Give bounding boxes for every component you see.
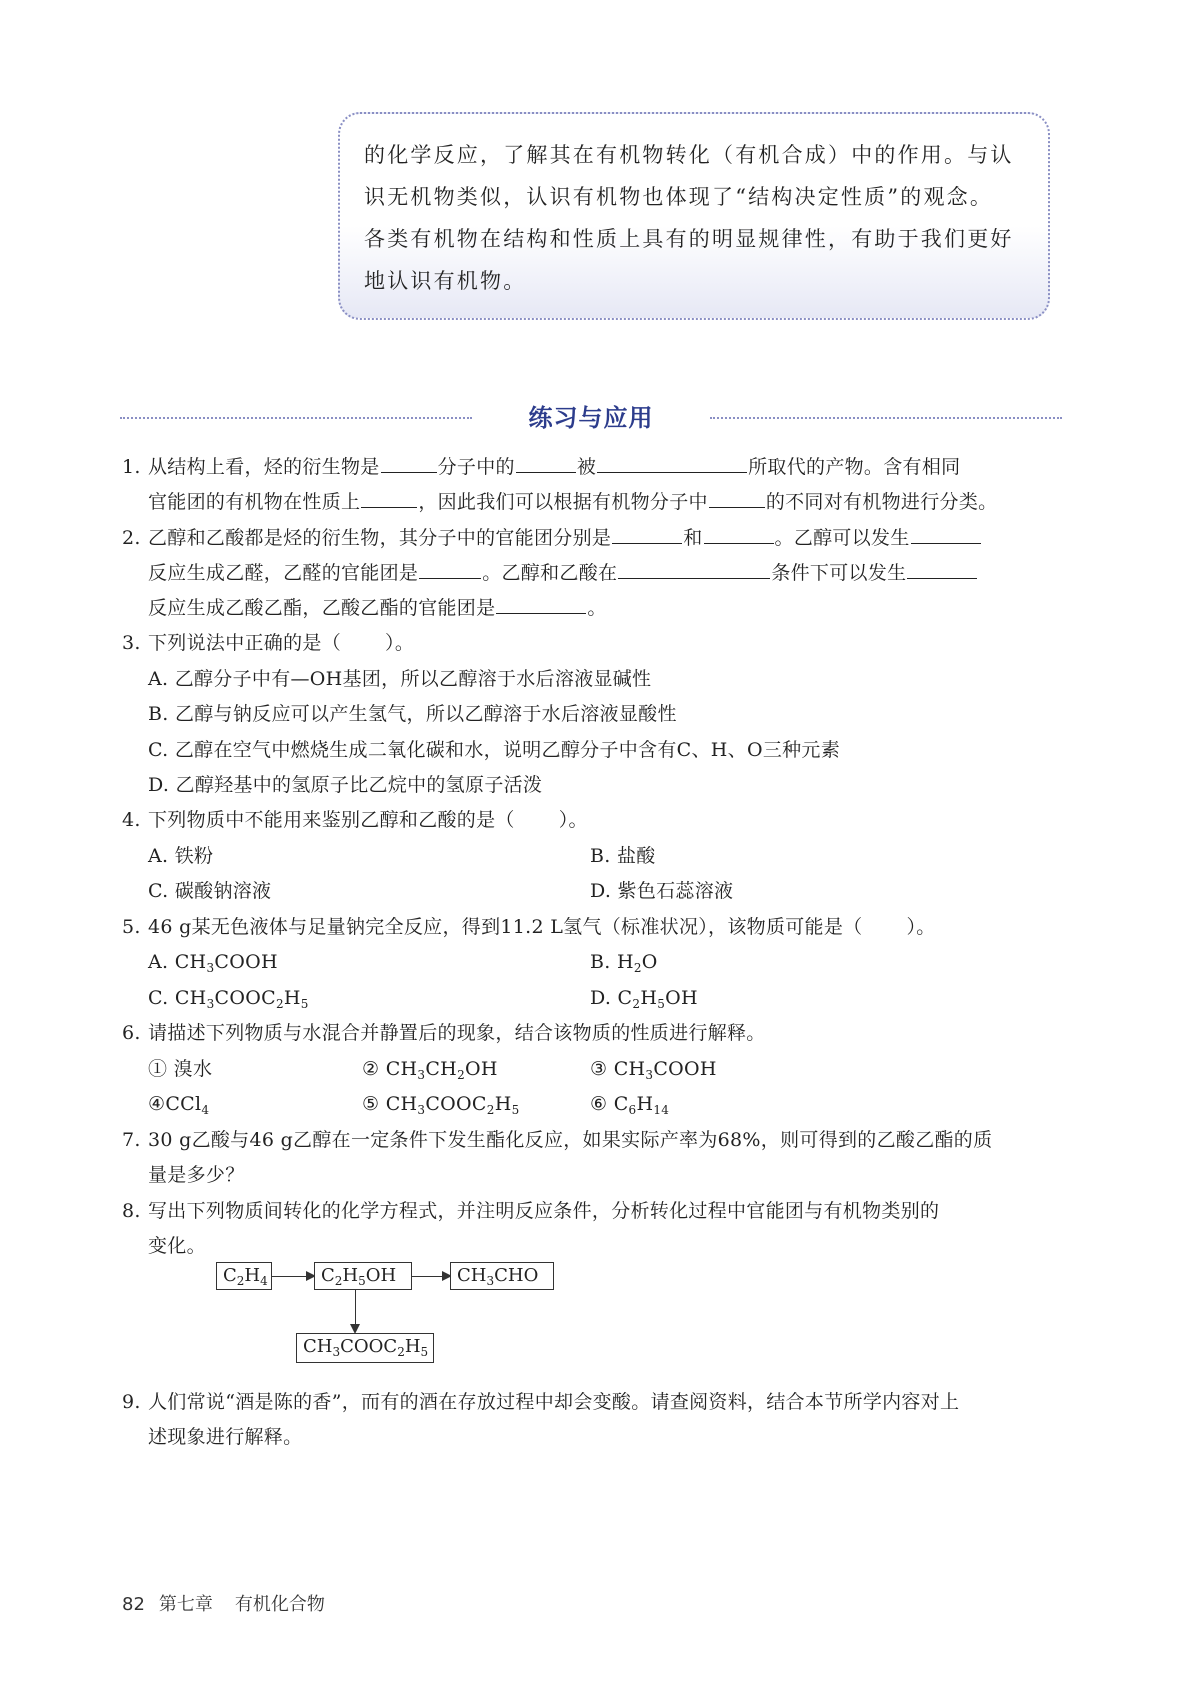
q2-line3 — [148, 595, 607, 621]
formula-part: OH — [465, 1058, 498, 1080]
text: ，因此我们可以根据有机物分子中 — [418, 491, 708, 513]
subscript: 3 — [417, 1103, 426, 1117]
box-acetaldehyde — [450, 1262, 554, 1290]
q6-item-5 — [362, 1091, 520, 1123]
page-footer — [122, 1590, 325, 1616]
subscript: 2 — [397, 1345, 405, 1359]
q5-option-a — [148, 949, 278, 981]
section-title: 练习与应用 — [528, 404, 654, 432]
formula-part: CHO — [494, 1265, 539, 1286]
q1-line2 — [148, 489, 997, 515]
formula-part: COOC — [425, 1093, 487, 1115]
subscript: 3 — [332, 1345, 341, 1359]
subscript: 2 — [486, 1103, 495, 1117]
box-ethyl-acetate — [296, 1333, 434, 1363]
subscript: 4 — [201, 1103, 210, 1117]
answer-blank[interactable] — [911, 525, 981, 544]
option-label: D. — [590, 987, 612, 1009]
q9-line1 — [122, 1389, 959, 1415]
text: 写出下列物质间转化的化学方程式，并注明反应条件，分析转化过程中官能团与有机物类别的 — [148, 1200, 940, 1222]
subscript: 3 — [417, 1068, 426, 1082]
item-marker: ⑤ — [362, 1093, 380, 1115]
text: 和 — [683, 527, 703, 549]
q6-item-4 — [148, 1091, 209, 1123]
question-number: 9. — [122, 1391, 141, 1413]
formula-part: COOH — [214, 951, 278, 973]
section-header — [120, 398, 1062, 438]
formula-part: H — [616, 951, 634, 973]
answer-blank[interactable] — [381, 454, 437, 473]
text: 所取代的产物。含有相同 — [748, 456, 961, 478]
formula-part: H — [636, 1093, 654, 1115]
box-ethylene — [216, 1262, 272, 1290]
formula-part: O — [641, 951, 658, 973]
text: 人们常说“酒是陈的香”，而有的酒在存放过程中却会变酸。请查阅资料，结合本节所学内容对上 — [148, 1391, 960, 1413]
question-number: 7. — [122, 1129, 141, 1151]
q7-line2: 量是多少？ — [148, 1164, 245, 1186]
arrow-right-2 — [412, 1276, 450, 1277]
text: 。乙醇和乙酸在 — [482, 562, 618, 584]
text: 的不同对有机物进行分类。 — [765, 491, 998, 513]
answer-blank[interactable] — [709, 489, 765, 508]
item-marker: ④ — [148, 1093, 166, 1115]
formula-part: H — [283, 987, 301, 1009]
item-marker: ② — [362, 1058, 380, 1080]
summary-line: 识无机物类似，认识有机物也体现了“结构决定性质”的观念。 — [364, 185, 994, 209]
formula-part: CH — [303, 1336, 333, 1357]
q6-stem — [122, 1020, 766, 1046]
q4-stem — [122, 807, 588, 833]
q2-line1 — [122, 525, 982, 551]
q6-item-6 — [590, 1091, 669, 1123]
subscript: 3 — [486, 1274, 495, 1288]
subscript: 5 — [420, 1345, 429, 1359]
subscript: 5 — [511, 1103, 520, 1117]
question-number: 6. — [122, 1022, 141, 1044]
answer-blank[interactable] — [496, 595, 586, 614]
q1-line1 — [122, 454, 960, 480]
formula-part: CCl — [165, 1093, 202, 1115]
subscript: 14 — [653, 1103, 670, 1117]
option-label: B. — [590, 951, 611, 973]
q7-line1 — [122, 1127, 992, 1153]
formula-part: OH — [365, 1265, 397, 1286]
subscript: 2 — [236, 1274, 245, 1288]
q5-option-b — [590, 949, 658, 981]
summary-box — [338, 112, 1050, 320]
arrow-right-1 — [272, 1276, 314, 1277]
answer-blank[interactable] — [612, 525, 682, 544]
subscript: 4 — [260, 1274, 268, 1288]
formula-part: C — [613, 1093, 629, 1115]
subscript: 3 — [645, 1068, 654, 1082]
answer-blank[interactable] — [907, 560, 977, 579]
subscript: 3 — [206, 997, 215, 1011]
answer-blank[interactable] — [361, 489, 417, 508]
formula-part: COOC — [340, 1336, 398, 1357]
q5-option-c — [148, 985, 309, 1017]
text: 请描述下列物质与水混合并静置后的现象，结合该物质的性质进行解释。 — [148, 1022, 766, 1044]
item-marker: ③ — [590, 1058, 608, 1080]
text: 。乙醇可以发生 — [774, 527, 910, 549]
option-label: A. — [148, 951, 169, 973]
subscript: 5 — [657, 997, 666, 1011]
q6-item-2 — [362, 1056, 498, 1088]
chapter-label: 第七章 — [158, 1594, 213, 1615]
text: 反应生成乙酸乙酯，乙酸乙酯的官能团是 — [148, 597, 496, 619]
q4-option-b: B. 盐酸 — [590, 845, 656, 867]
q4-option-c: C. 碳酸钠溶液 — [148, 880, 272, 902]
formula-part: C — [223, 1265, 237, 1286]
subscript: 6 — [628, 1103, 637, 1117]
formula-part: CH — [425, 1058, 458, 1080]
formula-part: H — [494, 1093, 512, 1115]
q3-option-c: C. 乙醇在空气中燃烧生成二氧化碳和水，说明乙醇分子中含有C、H、O三种元素 — [148, 739, 841, 761]
q3-option-a: A. 乙醇分子中有—OH基团，所以乙醇溶于水后溶液显碱性 — [148, 668, 652, 690]
formula-part: CH — [457, 1265, 487, 1286]
q8-line2: 变化。 — [148, 1235, 206, 1257]
q6-item-3 — [590, 1056, 717, 1088]
text: ）。 — [906, 916, 936, 938]
formula-part: COOH — [653, 1058, 717, 1080]
q6-item-1 — [148, 1056, 212, 1082]
q3-option-d: D. 乙醇羟基中的氢原子比乙烷中的氢原子活泼 — [148, 774, 543, 796]
formula-part: CH — [174, 987, 207, 1009]
q2-line2 — [148, 560, 978, 586]
formula-part: C — [617, 987, 633, 1009]
subscript: 2 — [275, 997, 284, 1011]
box-ethanol — [314, 1262, 412, 1290]
text: 反应生成乙醛，乙醛的官能团是 — [148, 562, 419, 584]
question-number: 8. — [122, 1200, 141, 1222]
summary-line: 的化学反应，了解其在有机物转化（有机合成）中的作用。与认 — [364, 143, 1014, 167]
formula-part: H — [640, 987, 658, 1009]
formula-part: COOC — [214, 987, 276, 1009]
text: 被 — [576, 456, 597, 478]
text: 下列说法中正确的是（ — [148, 632, 342, 654]
subscript: 5 — [358, 1274, 366, 1288]
page-number: 82 — [122, 1594, 145, 1615]
item-marker: ⑥ — [590, 1093, 608, 1115]
formula-part: CH — [174, 951, 207, 973]
divider-right — [710, 417, 1062, 419]
summary-line: 地认识有机物。 — [364, 269, 527, 293]
answer-blank[interactable] — [516, 454, 576, 473]
q5-stem — [122, 914, 936, 940]
answer-blank[interactable] — [618, 560, 770, 579]
formula-part: C — [321, 1265, 335, 1286]
q8-line1 — [122, 1198, 939, 1224]
formula-part: H — [342, 1265, 359, 1286]
formula-part: CH — [613, 1058, 646, 1080]
question-number: 5. — [122, 916, 141, 938]
subscript: 2 — [633, 961, 642, 975]
question-number: 4. — [122, 809, 141, 831]
formula-part: H — [244, 1265, 261, 1286]
text: 乙醇和乙酸都是烃的衍生物，其分子中的官能团分别是 — [148, 527, 612, 549]
text: 30 g乙酸与46 g乙醇在一定条件下发生酯化反应，如果实际产率为68%，则可得到的乙酸乙酯的质 — [148, 1129, 993, 1151]
q5-option-d — [590, 985, 698, 1017]
q4-option-d: D. 紫色石蕊溶液 — [590, 880, 734, 902]
q4-option-a: A. 铁粉 — [148, 845, 214, 867]
question-number: 1. — [122, 456, 141, 478]
text: 下列物质中不能用来鉴别乙醇和乙酸的是（ — [148, 809, 515, 831]
answer-blank[interactable] — [419, 560, 481, 579]
text: 官能团的有机物在性质上 — [148, 491, 361, 513]
item-marker: ① — [148, 1058, 168, 1080]
formula-part: OH — [665, 987, 698, 1009]
question-number: 3. — [122, 632, 141, 654]
chapter-title: 有机化合物 — [234, 1594, 325, 1615]
subscript: 3 — [206, 961, 215, 975]
text: 溴水 — [173, 1058, 213, 1080]
text: 分子中的 — [437, 456, 515, 478]
summary-line: 各类有机物在结构和性质上具有的明显规律性，有助于我们更好 — [364, 227, 1014, 251]
answer-blank[interactable] — [597, 454, 747, 473]
text: 条件下可以发生 — [771, 562, 907, 584]
q3-option-b: B. 乙醇与钠反应可以产生氢气，所以乙醇溶于水后溶液显酸性 — [148, 703, 677, 725]
subscript: 2 — [334, 1274, 343, 1288]
q3-stem — [122, 630, 414, 656]
subscript: 2 — [457, 1068, 465, 1082]
answer-blank[interactable] — [704, 525, 774, 544]
q9-line2: 述现象进行解释。 — [148, 1426, 303, 1448]
text: ）。 — [558, 809, 588, 831]
formula-part: CH — [385, 1058, 418, 1080]
subscript: 5 — [300, 997, 309, 1011]
text: ）。 — [385, 632, 415, 654]
question-number: 2. — [122, 527, 141, 549]
text: 从结构上看，烃的衍生物是 — [148, 456, 380, 478]
formula-part: CH — [385, 1093, 418, 1115]
arrow-down — [355, 1290, 356, 1332]
text: 46 g某无色液体与足量钠完全反应，得到11.2 L氢气（标准状况），该物质可能是（ — [148, 916, 863, 938]
formula-part: H — [404, 1336, 421, 1357]
subscript: 2 — [632, 997, 641, 1011]
text: 。 — [587, 597, 607, 619]
option-label: C. — [148, 987, 169, 1009]
